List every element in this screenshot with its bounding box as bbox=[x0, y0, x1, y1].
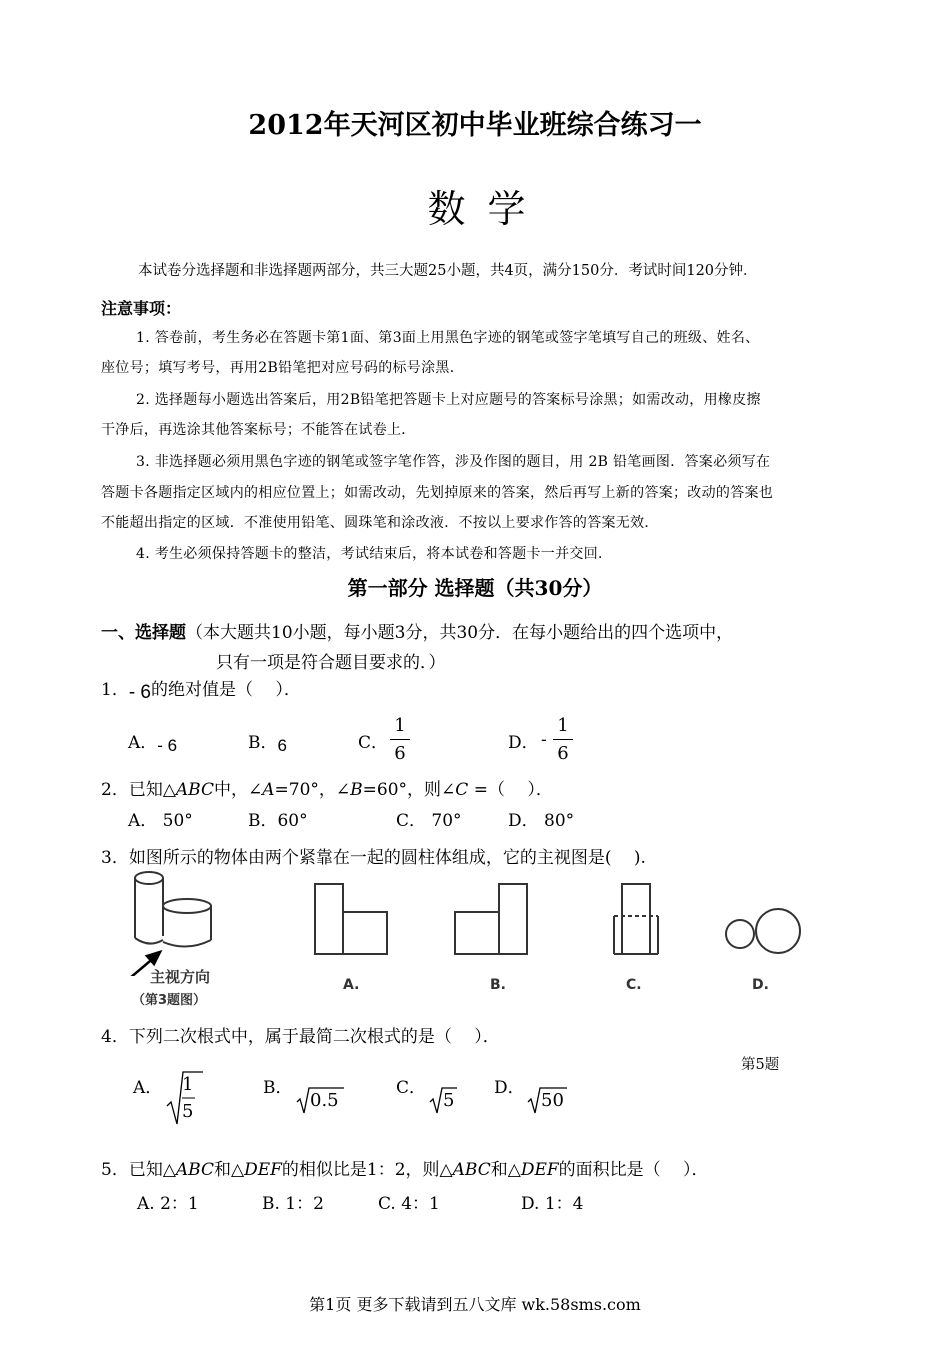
q3-figure-caption: （第3题图） bbox=[132, 993, 207, 1008]
q1-c-denominator: 6 bbox=[394, 743, 406, 764]
q3-option-d-figure bbox=[724, 905, 804, 961]
q1-d-denominator: 6 bbox=[557, 743, 569, 764]
q4-number: 4． bbox=[101, 1027, 129, 1047]
q4-c-value: 5 bbox=[443, 1090, 455, 1111]
q3-label-c: C. bbox=[626, 977, 642, 993]
q4-stem bbox=[101, 1022, 500, 1047]
q1-option-a bbox=[128, 728, 177, 753]
notice-line-5: 3. 非选择题必须用黑色字迹的钢笔或签字笔作答，涉及作图的题目，用 2B 铅笔画图．答案必须写在 bbox=[136, 454, 771, 470]
q5-def: DEF bbox=[244, 1160, 282, 1180]
section-desc: （本大题共10小题，每小题3分，共30分．在每小题给出的四个选项中， bbox=[186, 623, 734, 643]
part1-title: 第一部分 选择题（共30分） bbox=[347, 576, 603, 600]
q2-text-2: 中，∠ bbox=[214, 780, 263, 800]
q4-b-value: 0.5 bbox=[310, 1090, 339, 1111]
q5-option-d: D. 1：4 bbox=[521, 1194, 584, 1214]
q2-stem bbox=[101, 775, 553, 800]
q5-option-c: C. 4：1 bbox=[378, 1194, 440, 1214]
notice-heading: 注意事项： bbox=[101, 299, 182, 318]
q1-c-label: C． bbox=[358, 733, 389, 753]
subject-title: 数学 bbox=[427, 187, 548, 231]
q5-option-b: B. 1：2 bbox=[262, 1194, 324, 1214]
q5-text-3: 的相似比是1：2，则△ bbox=[281, 1160, 453, 1180]
q5-abc-2: ABC bbox=[452, 1160, 491, 1180]
q3-option-c-figure bbox=[612, 882, 662, 956]
q2-angle-a: A bbox=[262, 780, 275, 800]
q4-a-denominator: 5 bbox=[182, 1101, 194, 1122]
q3-option-b-figure bbox=[453, 882, 533, 956]
exam-title: 2012年天河区初中毕业班综合练习一 bbox=[248, 110, 702, 141]
q3-option-a-figure bbox=[313, 882, 393, 956]
q3-text: 如图所示的物体由两个紧靠在一起的圆柱体组成，它的主视图是( ). bbox=[128, 848, 646, 868]
q1-d-label: D． bbox=[508, 733, 539, 753]
q3-stem bbox=[101, 843, 646, 868]
q2-text-1: 已知△ bbox=[128, 780, 176, 800]
q2-angle-b: B bbox=[350, 780, 363, 800]
q2-text-4: =60°，则∠ bbox=[362, 780, 456, 800]
q2-text-5: =（ ）． bbox=[468, 780, 553, 800]
q2-number: 2． bbox=[101, 780, 129, 800]
page-footer: 第1页 更多下载请到五八文库 wk.58sms.com bbox=[309, 1295, 641, 1314]
q1-number: 1． bbox=[101, 680, 129, 700]
notice-line-7: 不能超出指定的区域．不准使用铅笔、圆珠笔和涂改液．不按以上要求作答的答案无效． bbox=[101, 515, 659, 531]
notice-line-2: 座位号；填写考号，再用2B铅笔把对应号码的标号涂黑． bbox=[101, 360, 464, 376]
q2-angle-c: C bbox=[455, 780, 469, 800]
section-label: 一、选择题 bbox=[101, 623, 186, 643]
notice-line-3: 2. 选择题每小题选出答案后，用2B铅笔把答题卡上对应题号的答案标号涂黑；如需改动，用橡皮擦 bbox=[136, 392, 761, 408]
q3-arrow-label: 主视方向 bbox=[150, 968, 211, 986]
q5-text-2: 和△ bbox=[214, 1160, 245, 1180]
intro-text: 本试卷分选择题和非选择题两部分，共三大题25小题，共4页，满分150分．考试时间120分钟． bbox=[138, 263, 758, 279]
q5-text-5: 的面积比是（ ）． bbox=[558, 1160, 709, 1180]
q4-a-numerator: 1 bbox=[182, 1074, 194, 1095]
q5-stem bbox=[101, 1155, 709, 1180]
q2-text-3: =70°，∠ bbox=[274, 780, 351, 800]
q5-number: 5． bbox=[101, 1160, 129, 1180]
notice-line-4: 干净后，再选涂其他答案标号；不能答在试卷上． bbox=[101, 422, 416, 438]
q2-option-b: B．60° bbox=[248, 811, 308, 831]
q1-b-value: 6 bbox=[277, 736, 287, 755]
q1-text: 的绝对值是（ ）． bbox=[151, 680, 301, 700]
q1-d-fraction bbox=[553, 715, 573, 764]
section-desc-2: 只有一项是符合题目要求的．） bbox=[216, 653, 446, 673]
q1-c-numerator: 1 bbox=[394, 715, 406, 736]
q1-b-label: B． bbox=[248, 733, 278, 753]
q4-d-label: D． bbox=[494, 1078, 525, 1098]
q1-c-fraction bbox=[390, 715, 410, 764]
tall-cylinder-top bbox=[135, 872, 163, 884]
q5-abc: ABC bbox=[175, 1160, 214, 1180]
q3-label-d: D. bbox=[752, 977, 769, 993]
q5-def-2: DEF bbox=[520, 1160, 559, 1180]
q1-a-value: - 6 bbox=[157, 736, 178, 755]
q1-d-sign: - bbox=[541, 730, 547, 750]
q3-label-b: B. bbox=[490, 977, 506, 993]
q4-b-label: B． bbox=[263, 1078, 293, 1098]
notice-line-8: 4. 考生必须保持答题卡的整洁，考试结束后，将本试卷和答题卡一并交回． bbox=[136, 546, 613, 562]
q3-label-a: A. bbox=[343, 977, 360, 993]
q2-option-d: D． 80° bbox=[508, 811, 575, 831]
q1-expr: - 6 bbox=[128, 682, 152, 703]
q5-figure-note: 第5题 bbox=[741, 1057, 780, 1073]
q4-text: 下列二次根式中，属于最简二次根式的是（ ）． bbox=[128, 1027, 500, 1047]
q4-d-value: 50 bbox=[541, 1090, 564, 1111]
q5-option-a: A. 2：1 bbox=[137, 1194, 199, 1214]
short-cylinder-top bbox=[163, 899, 211, 913]
q4-c-label: C． bbox=[396, 1078, 427, 1098]
q2-abc: ABC bbox=[175, 780, 214, 800]
q1-d-numerator: 1 bbox=[557, 715, 569, 736]
q2-option-c: C． 70° bbox=[396, 811, 462, 831]
q1-a-label: A． bbox=[128, 733, 158, 753]
q1-option-b bbox=[248, 728, 287, 753]
q2-option-a: A． 50° bbox=[128, 811, 193, 831]
notice-line-6: 答题卡各题指定区域内的相应位置上；如需改动，先划掉原来的答案，然后再写上新的答案；改动的答案也 bbox=[101, 485, 774, 501]
q3-solid-figure bbox=[120, 866, 240, 976]
notice-line-1: 1. 答卷前，考生务必在答题卡第1面、第3面上用黑色字迹的钢笔或签字笔填写自己的班级、姓名、 bbox=[136, 330, 760, 346]
q1-stem bbox=[101, 675, 301, 701]
q5-text-4: 和△ bbox=[490, 1160, 521, 1180]
q3-number: 3． bbox=[101, 848, 129, 868]
q5-text-1: 已知△ bbox=[128, 1160, 176, 1180]
section-header bbox=[101, 618, 733, 643]
q4-a-label: A． bbox=[133, 1078, 163, 1098]
